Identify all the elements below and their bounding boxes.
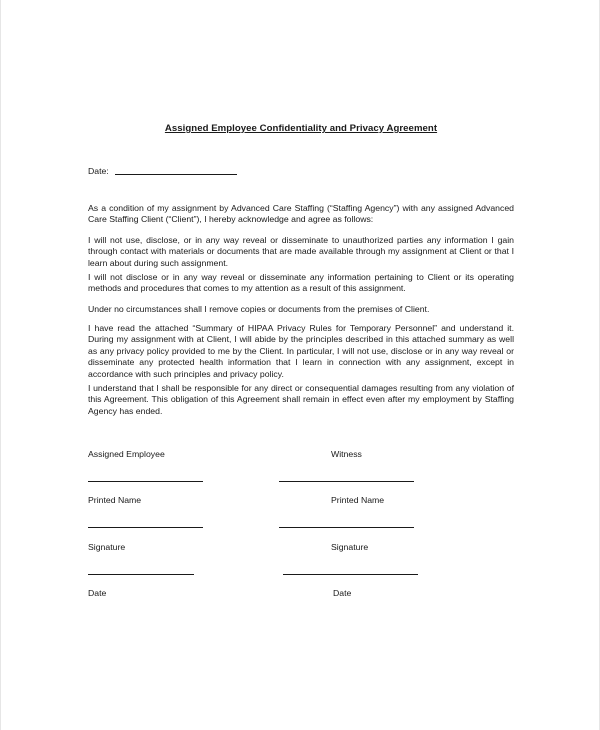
paragraph-operating-methods: I will not disclose or in any way reveal or disseminate any information pertaining to Client or its operating methods and procedures that comes to my attention as a result of this assignment. [88,272,514,294]
signature-right-label: Signature [331,542,369,552]
date-field [88,166,237,176]
paragraph-non-disclosure: I will not use, disclose, or in any way reveal or disseminate to unauthorized parties any information I gain through contact with materials or documents that are made available through my assignment at Client or that I learn about during such assignment. [88,235,514,268]
paragraph-condition: As a condition of my assignment by Advanced Care Staffing (“Staffing Agency”) with any assigned Advanced Care Staffing Client (“Client”), I hereby acknowledge and agree as follows: [88,203,514,225]
date-right-label: Date [333,588,352,598]
date-left-label: Date [88,588,107,598]
paragraph-responsibility: I understand that I shall be responsible for any direct or consequential damages resulting from any violation of this Agreement. This obligation of this Agreement shall remain in effect even after my employment by Staffing Agency has ended. [88,383,514,416]
document-title: Assigned Employee Confidentiality and Privacy Agreement [164,123,438,134]
printed-name-right-label: Printed Name [331,495,385,505]
assigned-employee-label: Assigned Employee [88,449,165,459]
printed-name-left-line [88,527,203,528]
assigned-employee-line [88,481,203,482]
date-label: Date: [88,166,109,176]
witness-line [279,481,414,482]
paragraph-hipaa: I have read the attached “Summary of HIPAA Privacy Rules for Temporary Personnel” and understand it. During my assignment with at Client, I will abide by the principles described in this attached summary as well as any privacy policy provided to me by the Client. In particular, I will not use, disclose or in any way reveal or disseminate any protected health information that I learn in connection with any assignment, except in accordance with such principles and privacy policy. [88,323,514,379]
witness-label: Witness [331,449,362,459]
printed-name-left-label: Printed Name [88,495,142,505]
signature-left-line [88,574,194,575]
signature-right-line [283,574,418,575]
signature-left-label: Signature [88,542,126,552]
printed-name-right-line [279,527,414,528]
paragraph-no-removal: Under no circumstances shall I remove copies or documents from the premises of Client. [88,304,430,314]
date-blank-line [115,174,237,175]
